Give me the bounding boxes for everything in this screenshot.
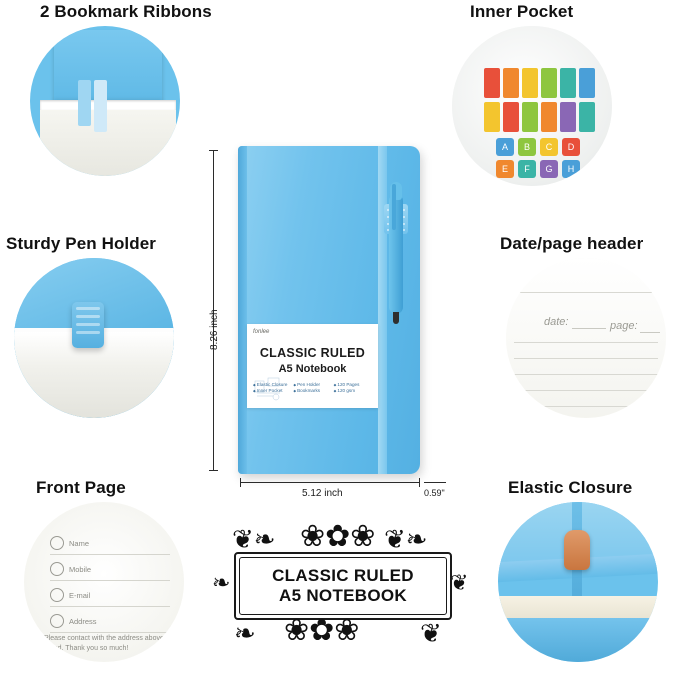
thickness-dimension-line — [424, 482, 446, 483]
feature-item: ◆ Bookmarks — [293, 388, 331, 393]
photo-inner-pocket: A B C D E F G H — [452, 26, 612, 186]
callout-label-pen-holder: Sturdy Pen Holder — [6, 234, 157, 253]
banner-line-2: A5 NOTEBOOK — [279, 586, 407, 605]
callout-label-inner-pocket: Inner Pocket — [470, 2, 574, 21]
cover-feature-list — [253, 382, 372, 393]
front-page-field-address: Address — [50, 610, 170, 633]
height-tick-bottom — [209, 470, 218, 471]
page-edge — [40, 100, 176, 110]
pen — [389, 176, 403, 336]
flourish-ornament-bottom-right: ❦ — [420, 618, 442, 648]
photo-front-page — [24, 502, 184, 662]
home-icon — [50, 614, 64, 628]
feature-item: ◆ Pen Holder — [293, 382, 331, 387]
photo-date-page-header — [506, 258, 666, 418]
page-block — [498, 596, 658, 620]
banner-frame — [234, 552, 452, 620]
height-dimension-text: 8.26 inch — [209, 309, 220, 350]
bookmark-ribbon-1 — [78, 80, 91, 126]
cover-title: CLASSIC RULED — [259, 346, 366, 360]
page-label: page: — [610, 320, 638, 332]
front-page-note: Please contact with the address above if found. Thank you so much! — [44, 635, 170, 653]
finger-holding-strap — [564, 530, 590, 570]
notebook-cover-detail — [54, 30, 162, 104]
user-icon — [50, 536, 64, 550]
feature-item: ◆ Inner Pocket — [253, 388, 291, 393]
feature-item: ◆ Elastic Closure — [253, 382, 291, 387]
front-page-field-email: E-mail — [50, 584, 170, 607]
flourish-ornament-bottom-center: ❀✿❀ — [284, 614, 360, 647]
photo-bookmark-ribbons — [30, 26, 180, 176]
sticker-strip-top — [484, 68, 595, 98]
width-tick-left — [240, 478, 241, 487]
notebook-spine — [238, 146, 247, 474]
flourish-ornament-top-right: ❦❧ — [384, 524, 428, 554]
height-tick-top — [209, 150, 218, 151]
width-dimension-line — [240, 482, 420, 483]
mail-icon — [50, 588, 64, 602]
callout-label-bookmark-ribbons: 2 Bookmark Ribbons — [40, 2, 212, 21]
photo-elastic-closure — [498, 502, 658, 662]
feature-item: ◆ 120 gsm — [334, 388, 372, 393]
sticker-strip-middle — [484, 102, 595, 132]
feature-item: ◆ 120 Pages — [334, 382, 372, 387]
front-cover — [498, 618, 658, 662]
flourish-ornament-top-left: ❦❧ — [232, 524, 276, 554]
cover-subtitle: A5 Notebook — [278, 363, 347, 375]
date-label: date: — [544, 316, 569, 328]
elastic-closure-band — [378, 146, 387, 474]
bookmark-ribbon-2 — [94, 80, 107, 132]
flourish-ornament-left: ❧ — [212, 570, 231, 595]
flourish-ornament-top-center: ❀✿❀ — [300, 520, 376, 553]
pen-clip — [392, 184, 396, 230]
phone-icon — [50, 562, 64, 576]
cover-label-band — [247, 324, 378, 408]
callout-label-date-page-header: Date/page header — [500, 234, 644, 253]
photo-pen-holder — [14, 258, 174, 418]
callout-label-elastic-closure: Elastic Closure — [508, 478, 633, 497]
width-dimension-text: 5.12 inch — [302, 488, 343, 499]
callout-label-front-page: Front Page — [36, 478, 126, 497]
banner-line-1: CLASSIC RULED — [272, 566, 414, 585]
notebook-product-shot — [238, 146, 438, 474]
ruled-page-background — [506, 258, 666, 418]
width-tick-right — [419, 478, 420, 487]
flourish-ornament-bottom-left: ❧ — [234, 618, 256, 648]
brand-logo: fonlee — [253, 329, 270, 335]
flourish-ornament-right: ❦ — [450, 570, 469, 595]
pen-tip — [393, 312, 399, 324]
front-page-field-mobile: Mobile — [50, 558, 170, 581]
thickness-dimension-text: 0.59" — [424, 488, 445, 498]
front-page-field-name: Name — [50, 532, 170, 555]
page-block — [40, 104, 176, 176]
ornate-title-banner — [212, 520, 470, 648]
pen-loop — [72, 302, 104, 348]
